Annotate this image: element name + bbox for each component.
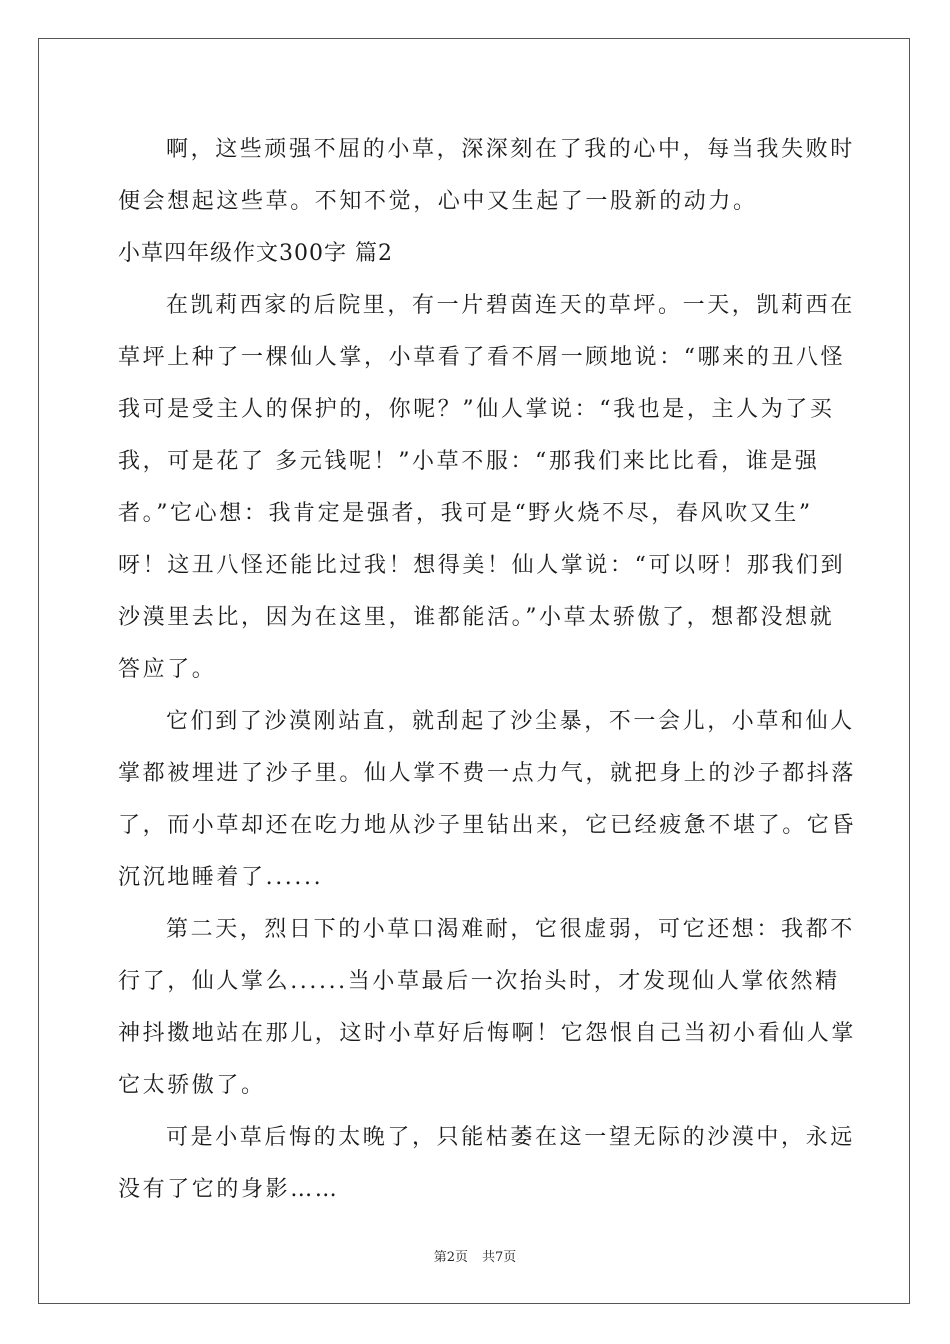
paragraph-line: 答应了。 [118,657,217,682]
paragraph-line: 了，而小草却还在吃力地从沙子里钻出来，它已经疲惫不堪了。它昏 [118,813,857,838]
page-number: 第2页 [433,1250,468,1265]
paragraph [118,904,857,1112]
intro-line: 啊，这些顽强不屈的小草，深深刻在了我的心中，每当我失败时 [166,137,855,162]
paragraph-line: 神抖擞地站在那儿，这时小草好后悔啊！它怨恨自己当初小看仙人掌 [118,1021,857,1046]
paragraph-line: 可是小草后悔的太晚了，只能枯萎在这一望无际的沙漠中，永远 [166,1125,855,1150]
page-footer [0,1246,950,1265]
paragraph-line: 没有了它的身影…… [118,1177,340,1202]
page-total: 共7页 [482,1250,517,1265]
paragraph-line: 沙漠里去比，因为在这里，谁都能活。”小草太骄傲了，想都没想就 [118,605,835,630]
intro-line: 便会想起这些草。不知不觉，心中又生起了一股新的动力。 [118,189,758,214]
paragraph-line: 它们到了沙漠刚站直，就刮起了沙尘暴，不一会儿，小草和仙人 [166,709,855,734]
paragraph-line: 呀！这丑八怪还能比过我！想得美！仙人掌说：“可以呀！那我们到 [118,553,846,578]
paragraph [118,696,857,904]
document-body [118,124,857,1216]
paragraph-line: 它太骄傲了。 [118,1073,266,1098]
paragraph-line: 行了，仙人掌么......当小草最后一次抬头时，才发现仙人掌依然精 [118,969,840,994]
paragraph-line: 掌都被埋进了沙子里。仙人掌不费一点力气，就把身上的沙子都抖落 [118,761,857,786]
paragraph-line: 我可是受主人的保护的，你呢？”仙人掌说：“我也是，主人为了买 [118,397,835,422]
paragraph-line: 第二天，烈日下的小草口渴难耐，它很虚弱，可它还想：我都不 [166,917,855,942]
paragraph-line: 草坪上种了一棵仙人掌，小草看了看不屑一顾地说：“哪来的丑八怪 [118,345,846,370]
paragraph [118,280,855,696]
paragraph-line: 在凯莉西家的后院里，有一片碧茵连天的草坪。一天，凯莉西在 [166,293,855,318]
section-heading: 小草四年级作文300字 篇2 [118,241,393,266]
paragraph-line: 者。”它心想：我肯定是强者，我可是“野火烧不尽，春风吹又生” [118,501,813,526]
paragraph [118,1112,855,1216]
paragraph-line: 沉沉地睡着了...... [118,865,324,890]
paragraph-line: 我，可是花了 多元钱呢！”小草不服：“那我们来比比看，谁是强 [118,449,820,474]
